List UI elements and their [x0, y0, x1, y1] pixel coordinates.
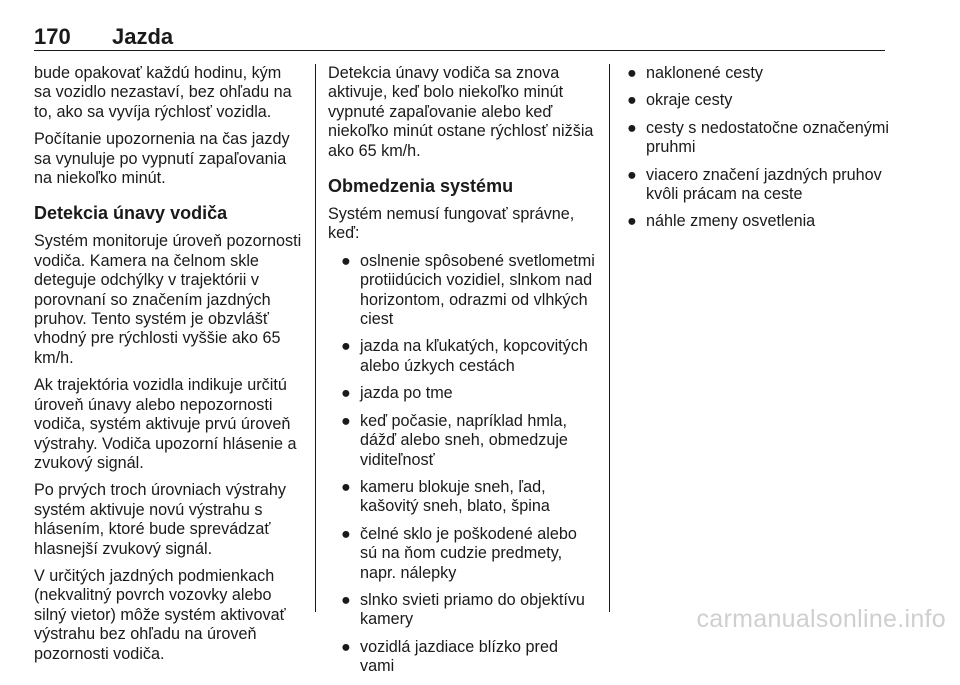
bullet-icon: ● — [341, 337, 351, 356]
list-item — [336, 591, 596, 630]
heading-driver-fatigue: Detekcia únavy vodiča — [34, 203, 228, 224]
list-item-text: viacero značení jazdných pruhov kvôli prácam na ceste — [646, 165, 882, 204]
paragraph: Detekcia únavy vodiča sa znova aktivuje, keď bolo niekoľko minút vypnuté zapaľovanie alebo keď niekoľko minút ostane rýchlosť nižšia ako 65 km/h. — [328, 64, 594, 160]
bullet-icon: ● — [627, 64, 637, 82]
paragraph: Po prvých troch úrovniach výstrahy systém aktivuje novú výstrahu s hlásením, ktoré bude sprevádzať hlasnejší zvukový signál. — [34, 481, 286, 558]
page-number: 170 — [34, 24, 71, 49]
list-item — [622, 64, 890, 83]
list-item — [622, 119, 890, 158]
list-item — [622, 166, 890, 205]
list-item-text: keď počasie, napríklad hmla, dážď alebo sneh, obmedzuje viditeľnosť — [360, 411, 568, 469]
bullet-icon: ● — [341, 477, 351, 496]
page-header — [34, 26, 885, 51]
paragraph: Počítanie upozornenia na čas jazdy sa vynuluje po vypnutí zapaľovania na niekoľko minút. — [34, 130, 290, 188]
list-item — [336, 525, 596, 583]
bullet-icon: ● — [627, 118, 637, 137]
list-item — [336, 384, 596, 403]
list-item-text: okraje cesty — [646, 91, 733, 110]
list-item-text: čelné sklo je poškodené alebo sú na ňom cudzie predmety, napr. nálepky — [360, 524, 577, 582]
list-item-text: vozidlá jazdiace blízko pred vami — [360, 637, 558, 676]
bullet-icon: ● — [341, 251, 351, 270]
bullet-icon: ● — [341, 590, 351, 609]
bullet-icon: ● — [627, 212, 637, 231]
list-item — [622, 212, 890, 231]
list-item — [336, 638, 596, 677]
column-3 — [622, 64, 890, 240]
bullet-icon: ● — [341, 524, 351, 543]
limits-list-continued — [622, 64, 890, 232]
limits-list — [336, 252, 596, 677]
column-divider — [609, 64, 610, 612]
list-item — [622, 91, 890, 110]
heading-system-limits: Obmedzenia systému — [328, 176, 514, 197]
list-item-text: naklonené cesty — [646, 64, 763, 82]
list-item-text: oslnenie spôsobené svetlometmi protiidúcich vozidiel, slnkom nad horizontom, odrazmi od vlhkých ciest — [360, 251, 595, 329]
bullet-icon: ● — [341, 637, 351, 656]
paragraph: Systém nemusí fungovať správne, keď: — [328, 205, 575, 243]
list-item-text: kameru blokuje sneh, ľad, kašovitý sneh, blato, špina — [360, 477, 550, 516]
paragraph: V určitých jazdných podmienkach (nekvalitný povrch vozovky alebo silný vietor) môže systém aktivovať výstrahu bez ohľadu na úroveň pozornosti vodiča. — [34, 566, 286, 663]
list-item-text: náhle zmeny osvetlenia — [646, 212, 816, 231]
list-item-text: jazda na kľukatých, kopcovitých alebo úzkych cestách — [360, 337, 588, 375]
column-2 — [328, 64, 596, 685]
list-item-text: jazda po tme — [360, 384, 453, 403]
paragraph: Ak trajektória vozidla indikuje určitú úroveň únavy alebo nepozornosti vodiča, systém aktivuje prvú úroveň výstrahy. Vodiča upozorní hlásenie a zvukový signál. — [34, 376, 297, 472]
paragraph: Systém monitoruje úroveň pozornosti vodiča. Kamera na čelnom skle deteguje odchýlky v trajektórii v porovnaní so značením jazdných pruhov. Tento systém je obzvlášť vhodný pre rýchlosti vyššie ako 65 km/h. — [34, 232, 302, 367]
list-item — [336, 252, 596, 330]
bullet-icon: ● — [341, 411, 351, 430]
list-item — [336, 412, 596, 470]
bullet-icon: ● — [627, 91, 637, 110]
section-title: Jazda — [112, 24, 174, 49]
bullet-icon: ● — [341, 384, 351, 403]
column-divider — [315, 64, 316, 612]
list-item — [336, 478, 596, 517]
list-item — [336, 337, 596, 376]
bullet-icon: ● — [627, 165, 637, 184]
list-item-text: slnko svieti priamo do objektívu kamery — [360, 590, 585, 629]
watermark: carmanualsonline.info — [696, 605, 946, 633]
paragraph: bude opakovať každú hodinu, kým sa vozidlo nezastaví, bez ohľadu na to, ako sa vyvíja rýchlosť vozidla. — [34, 64, 292, 121]
list-item-text: cesty s nedostatočne označenými pruhmi — [646, 118, 889, 157]
column-1 — [34, 64, 302, 672]
